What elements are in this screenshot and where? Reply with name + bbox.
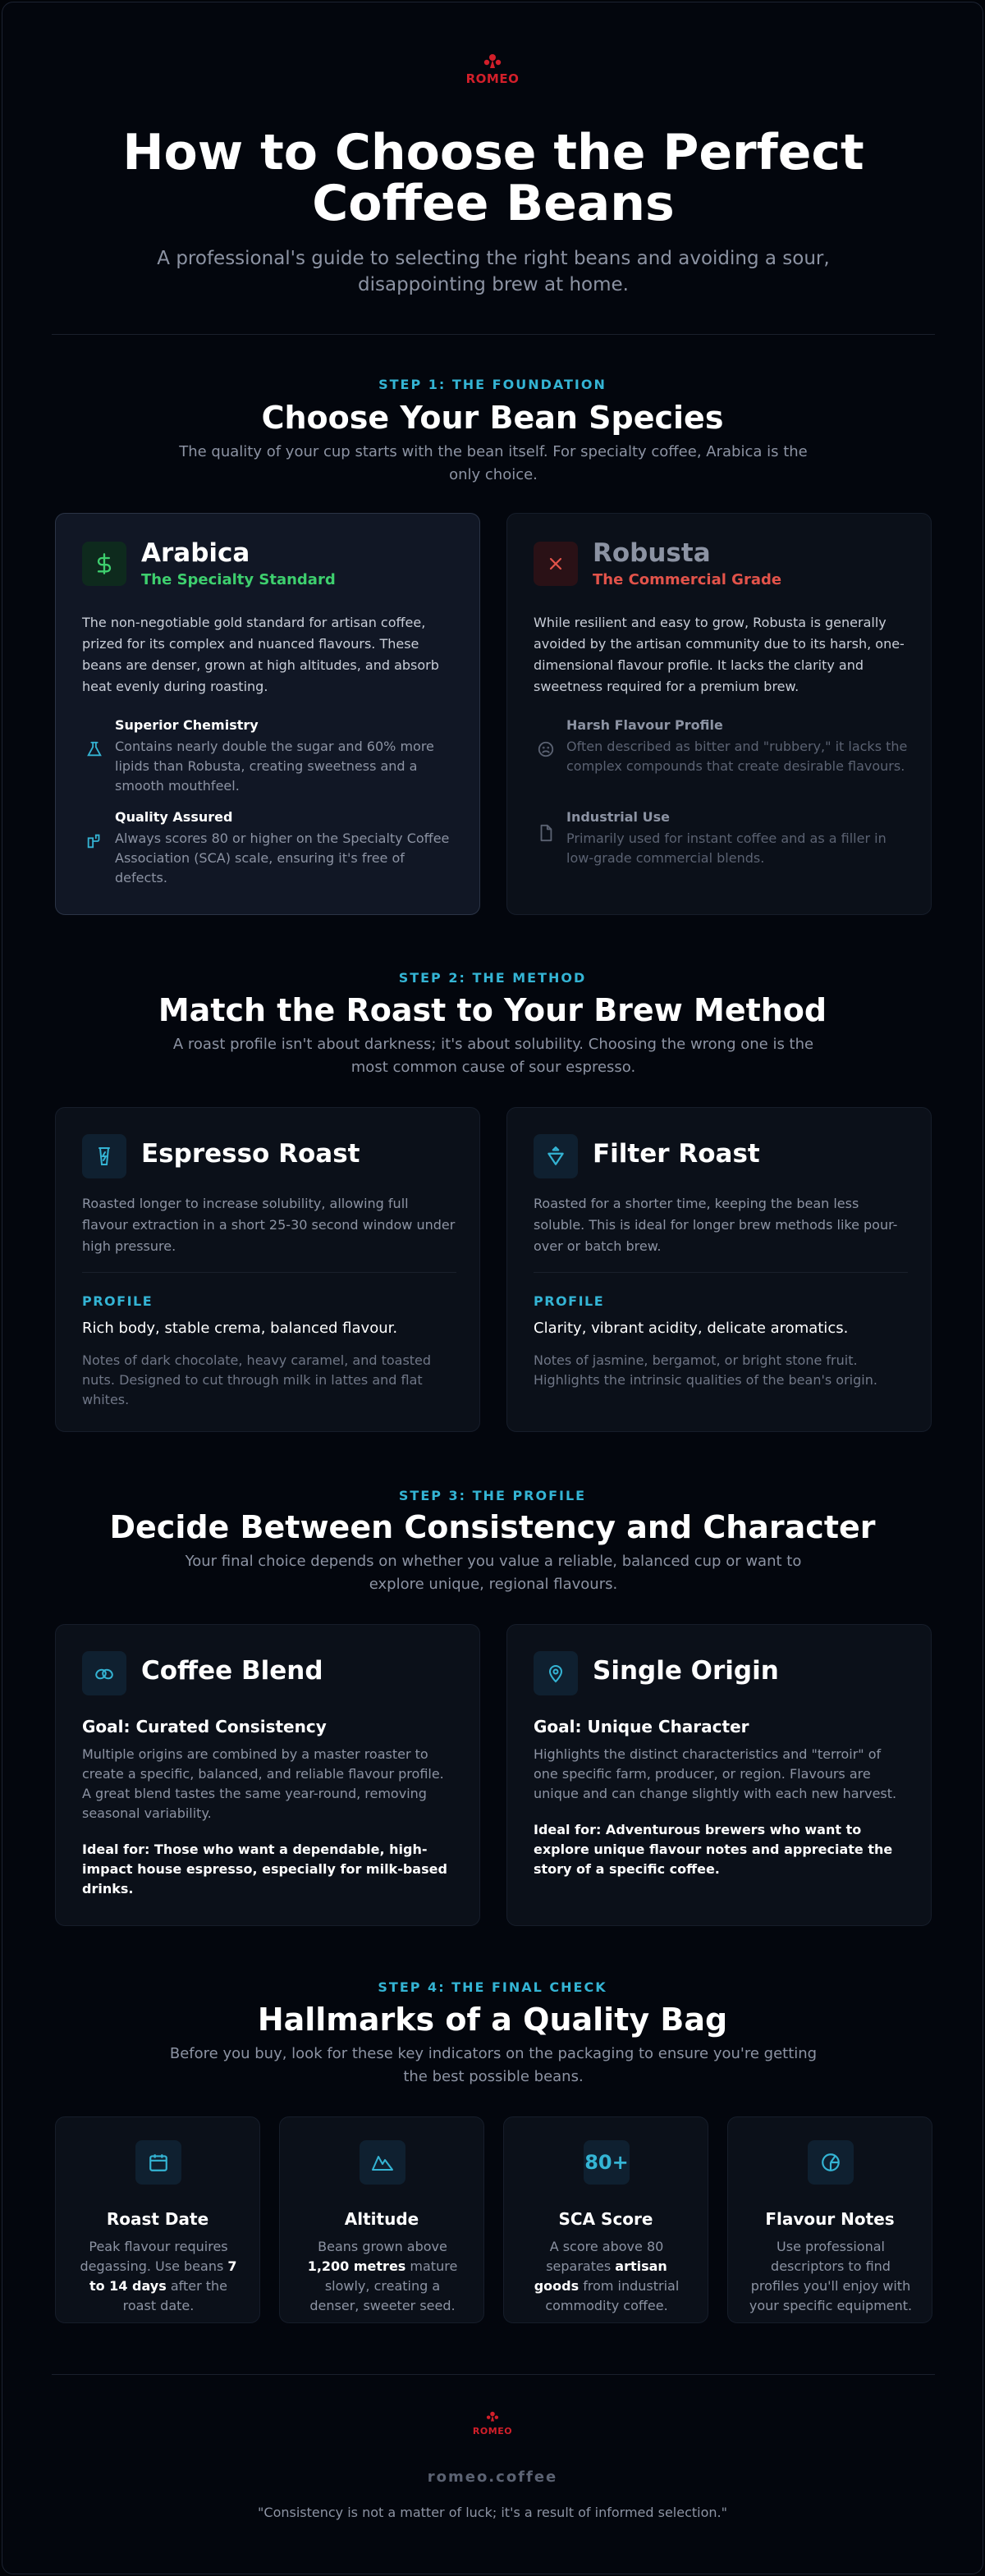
arabica-title: Arabica xyxy=(141,538,250,568)
espresso-profile-notes: Notes of dark chocolate, heavy caramel, and toasted nuts. Designed to cut through milk in lattes and flat whites. xyxy=(82,1352,432,1407)
infographic-page xyxy=(2,2,983,2574)
blend-title: Coffee Blend xyxy=(141,1656,323,1686)
brand-name: ROMEO xyxy=(465,71,520,86)
flask-icon xyxy=(82,737,107,762)
dollar-icon xyxy=(82,542,126,586)
step1-subtitle: The quality of your cup starts with the bean itself. For specialty coffee, Arabica is the only choice. xyxy=(179,443,808,483)
blend-icon xyxy=(82,1651,126,1695)
blend-goal: Goal: Curated Consistency xyxy=(82,1717,327,1736)
arabica-feature-chemistry xyxy=(82,717,456,799)
flavour-notes-card xyxy=(727,2116,932,2323)
espresso-profile-main: Rich body, stable crema, balanced flavour. xyxy=(82,1320,398,1337)
ideal-text: Those who want a dependable, high-impact house espresso, especially for milk-based drinks. xyxy=(82,1842,447,1897)
step2-subtitle: A roast profile isn't about darkness; it's about solubility. Choosing the wrong one is the most common cause of sour espresso. xyxy=(172,1036,814,1076)
frown-icon xyxy=(534,737,558,762)
badge-icon xyxy=(82,829,107,853)
filter-profile-label: PROFILE xyxy=(534,1293,605,1309)
filter-profile-main: Clarity, vibrant acidity, delicate aromatics. xyxy=(534,1320,849,1337)
ideal-text: Adventurous brewers who want to explore unique flavour notes and appreciate the story of a specific coffee. xyxy=(534,1822,893,1877)
step3-title: Decide Between Consistency and Character xyxy=(109,1509,876,1545)
step1-label: STEP 1: THE FOUNDATION xyxy=(378,377,607,392)
robusta-title: Robusta xyxy=(593,538,711,568)
brand-logo xyxy=(2,53,983,86)
blend-ideal-for xyxy=(82,1840,456,1899)
filter-roast-card xyxy=(506,1107,932,1432)
card-text: Beans grown above 1,200 metres mature slowly, creating a denser, sweeter seed. xyxy=(307,2239,458,2313)
sca-score-card xyxy=(503,2116,708,2323)
step2-title: Match the Roast to Your Brew Method xyxy=(158,992,827,1028)
footer-quote: "Consistency is not a matter of luck; it's a result of informed selection." xyxy=(258,2505,727,2520)
card-title: SCA Score xyxy=(558,2209,653,2229)
footer-site[interactable]: romeo.coffee xyxy=(427,2468,558,2486)
feature-title: Industrial Use xyxy=(566,809,670,825)
roast-date-card xyxy=(55,2116,260,2323)
robusta-tag: The Commercial Grade xyxy=(593,571,782,588)
filter-profile-notes: Notes of jasmine, bergamot, or bright stone fruit. Highlights the intrinsic qualities of the bean's origin. xyxy=(534,1352,877,1388)
divider xyxy=(52,334,935,335)
x-icon xyxy=(534,542,578,586)
arabica-body: The non-negotiable gold standard for artisan coffee, prized for its complex and nuanced flavours. These beans are denser, grown at high altitudes, and absorb heat evenly during roasting. xyxy=(82,615,439,694)
page-title: How to Choose the Perfect Coffee Beans xyxy=(122,124,864,232)
step4-subtitle: Before you buy, look for these key indicators on the packaging to ensure you're getting the best possible beans. xyxy=(169,2045,818,2085)
altitude-card xyxy=(279,2116,484,2323)
feature-title: Harsh Flavour Profile xyxy=(566,717,723,733)
card-text: A score above 80 separates artisan goods from industrial commodity coffee. xyxy=(534,2239,680,2313)
espresso-profile-label: PROFILE xyxy=(82,1293,153,1309)
feature-text: Primarily used for instant coffee and as a filler in low-grade commercial blends. xyxy=(566,830,886,866)
mountain-icon xyxy=(360,2140,405,2185)
feature-title: Quality Assured xyxy=(115,809,233,825)
card-title: Altitude xyxy=(344,2209,419,2229)
footer-logo xyxy=(2,2410,983,2436)
feature-text: Always scores 80 or higher on the Specialty Coffee Association (SCA) scale, ensuring it's free of defects. xyxy=(115,830,450,885)
card-text: Use professional descriptors to find profiles you'll enjoy with your specific equipment. xyxy=(749,2239,913,2313)
brand-mark-icon xyxy=(482,53,503,70)
step4-label: STEP 4: THE FINAL CHECK xyxy=(378,1979,607,1995)
step1-title: Choose Your Bean Species xyxy=(261,400,724,436)
single-origin-goal-text: Highlights the distinct characteristics and "terroir" of one specific farm, producer, or region. Flavours are unique and can change slightly with each new harvest. xyxy=(534,1746,897,1801)
espresso-icon xyxy=(82,1134,126,1178)
step3-subtitle: Your final choice depends on whether you value a reliable, balanced cup or want to explore unique, regional flavours. xyxy=(185,1553,802,1593)
file-icon xyxy=(534,821,558,845)
robusta-feature-harsh xyxy=(534,717,908,799)
filter-body: Roasted for a shorter time, keeping the bean less soluble. This is ideal for longer brew methods like pour-over or batch brew. xyxy=(534,1196,898,1254)
map-pin-icon xyxy=(534,1651,578,1695)
card-text: Peak flavour requires degassing. Use beans 7 to 14 days after the roast date. xyxy=(80,2239,237,2313)
page-subtitle: A professional's guide to selecting the right beans and avoiding a sour, disappointing brew at home. xyxy=(157,248,830,295)
globe-icon xyxy=(808,2140,854,2185)
single-origin-title: Single Origin xyxy=(593,1656,779,1686)
espresso-title: Espresso Roast xyxy=(141,1139,360,1169)
robusta-feature-industrial xyxy=(534,809,908,891)
ideal-label: Ideal for: xyxy=(534,1822,602,1837)
calendar-icon xyxy=(135,2140,181,2185)
divider xyxy=(534,1272,908,1273)
robusta-card xyxy=(506,513,932,915)
filter-title: Filter Roast xyxy=(593,1139,760,1169)
feature-title: Superior Chemistry xyxy=(115,717,259,733)
arabica-tag: The Specialty Standard xyxy=(141,571,336,588)
espresso-roast-card xyxy=(55,1107,480,1432)
score-badge xyxy=(584,2140,630,2185)
footer-brand-name: ROMEO xyxy=(472,2426,513,2436)
divider xyxy=(82,1272,456,1273)
robusta-body: While resilient and easy to grow, Robusta is generally avoided by the artisan community due to its harsh, one-dimensional flavour profile. It lacks the clarity and sweetness required for a premium brew. xyxy=(534,615,905,694)
blend-goal-text: Multiple origins are combined by a master roaster to create a specific, balanced, and reliable flavour profile. A great blend tastes the same year-round, removing seasonal variability. xyxy=(82,1746,444,1821)
ideal-label: Ideal for: xyxy=(82,1842,150,1857)
card-title: Flavour Notes xyxy=(765,2209,895,2229)
divider xyxy=(52,2374,935,2375)
espresso-body: Roasted longer to increase solubility, allowing full flavour extraction in a short 25-30 second window under high pressure. xyxy=(82,1196,456,1254)
feature-text: Often described as bitter and "rubbery," it lacks the complex compounds that create desirable flavours. xyxy=(566,739,908,774)
filter-icon xyxy=(534,1134,578,1178)
arabica-card xyxy=(55,513,480,915)
single-origin-card xyxy=(506,1624,932,1926)
step2-label: STEP 2: THE METHOD xyxy=(398,970,587,986)
single-origin-ideal-for xyxy=(534,1820,908,1879)
brand-mark-icon xyxy=(485,2411,500,2423)
step4-title: Hallmarks of a Quality Bag xyxy=(257,2002,728,2038)
feature-text: Contains nearly double the sugar and 60% more lipids than Robusta, creating sweetness and a smooth mouthfeel. xyxy=(115,739,434,794)
card-title: Roast Date xyxy=(106,2209,209,2229)
step3-label: STEP 3: THE PROFILE xyxy=(398,1488,587,1503)
score-badge-text: 80+ xyxy=(584,2151,629,2174)
single-origin-goal: Goal: Unique Character xyxy=(534,1717,749,1736)
coffee-blend-card xyxy=(55,1624,480,1926)
arabica-feature-quality xyxy=(82,809,456,891)
